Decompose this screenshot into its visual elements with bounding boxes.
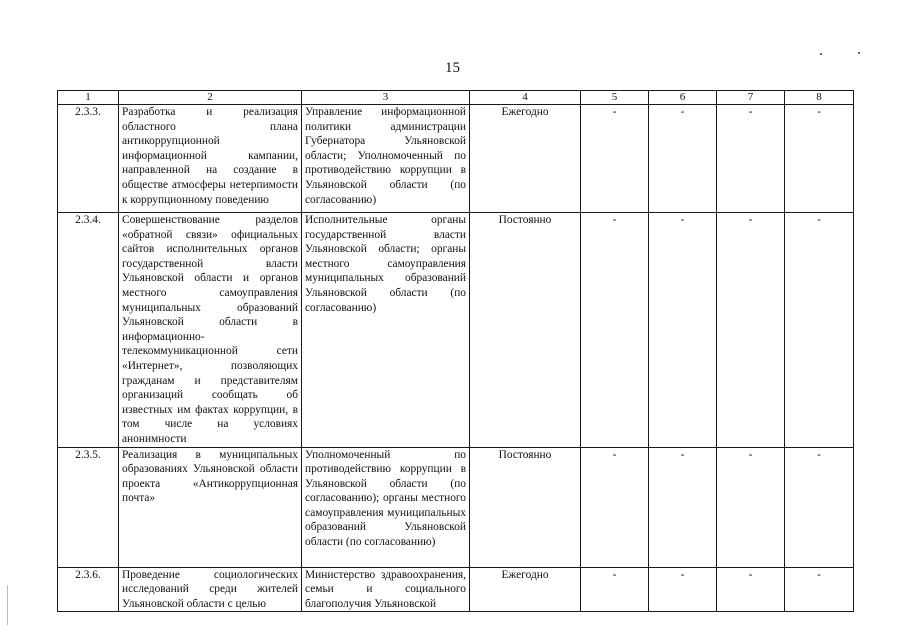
term-text: Ежегодно bbox=[470, 105, 581, 213]
header-cell: 3 bbox=[302, 91, 470, 105]
value-cell: - bbox=[717, 105, 785, 213]
header-cell: 7 bbox=[717, 91, 785, 105]
table-row bbox=[58, 105, 854, 213]
value-cell: - bbox=[717, 567, 785, 612]
value-cell: - bbox=[785, 447, 854, 567]
value-cell: - bbox=[581, 447, 649, 567]
table-row bbox=[58, 447, 854, 567]
term-text: Ежегодно bbox=[470, 567, 581, 612]
term-text: Постоянно bbox=[470, 447, 581, 567]
executor-text: Министерство здравоохранения, семьи и социального благополучия Ульяновской bbox=[302, 567, 470, 612]
row-number: 2.3.6. bbox=[58, 567, 119, 612]
header-cell: 5 bbox=[581, 91, 649, 105]
measures-table bbox=[57, 90, 854, 612]
scan-speck bbox=[858, 52, 860, 54]
value-cell: - bbox=[581, 567, 649, 612]
table-header-row bbox=[58, 91, 854, 105]
measure-text: Реализация в муниципальных образованиях Ульяновской области проекта «Антикоррупционная почта» bbox=[119, 447, 302, 567]
value-cell: - bbox=[785, 105, 854, 213]
header-cell: 6 bbox=[649, 91, 717, 105]
page-number: 15 bbox=[445, 60, 460, 76]
term-text: Постоянно bbox=[470, 213, 581, 448]
table-row bbox=[58, 567, 854, 612]
value-cell: - bbox=[717, 447, 785, 567]
measure-text: Проведение социологических исследований среди жителей Ульяновской области с целью bbox=[119, 567, 302, 612]
executor-text: Исполнительные органы государственной власти Ульяновской области; органы местного самоуправления муниципальных образований Ульяновской области (по согласованию) bbox=[302, 213, 470, 448]
value-cell: - bbox=[649, 567, 717, 612]
value-cell: - bbox=[717, 213, 785, 448]
header-cell: 8 bbox=[785, 91, 854, 105]
scan-speck bbox=[820, 53, 822, 55]
value-cell: - bbox=[581, 213, 649, 448]
table-row bbox=[58, 213, 854, 448]
scan-margin-line bbox=[7, 585, 8, 625]
value-cell: - bbox=[785, 567, 854, 612]
value-cell: - bbox=[785, 213, 854, 448]
executor-text: Уполномоченный по противодействию коррупции в Ульяновской области (по согласованию); органы местного самоуправления муниципальных образований Ульяновской области (по согласованию) bbox=[302, 447, 470, 567]
header-cell: 1 bbox=[58, 91, 119, 105]
value-cell: - bbox=[649, 105, 717, 213]
row-number: 2.3.3. bbox=[58, 105, 119, 213]
row-number: 2.3.4. bbox=[58, 213, 119, 448]
executor-text: Управление информационной политики администрации Губернатора Ульяновской области; Уполномоченный по противодействию коррупции в Ульяновской области (по согласованию) bbox=[302, 105, 470, 213]
header-cell: 2 bbox=[119, 91, 302, 105]
value-cell: - bbox=[649, 447, 717, 567]
header-cell: 4 bbox=[470, 91, 581, 105]
value-cell: - bbox=[581, 105, 649, 213]
measure-text: Разработка и реализация областного плана антикоррупционной информационной кампании, направленной на создание в обществе атмосферы нетерпимости к коррупционному поведению bbox=[119, 105, 302, 213]
measure-text: Совершенствование разделов «обратной связи» официальных сайтов исполнительных органов государственной власти Ульяновской области и органов местного самоуправления муниципальных образований Ульяновской области в информационно-телекоммуникационной сети «Интернет», позволяющих гражданам и представителям организаций сообщать об известных им фактах коррупции, в том числе на условиях анонимности bbox=[119, 213, 302, 448]
row-number: 2.3.5. bbox=[58, 447, 119, 567]
value-cell: - bbox=[649, 213, 717, 448]
